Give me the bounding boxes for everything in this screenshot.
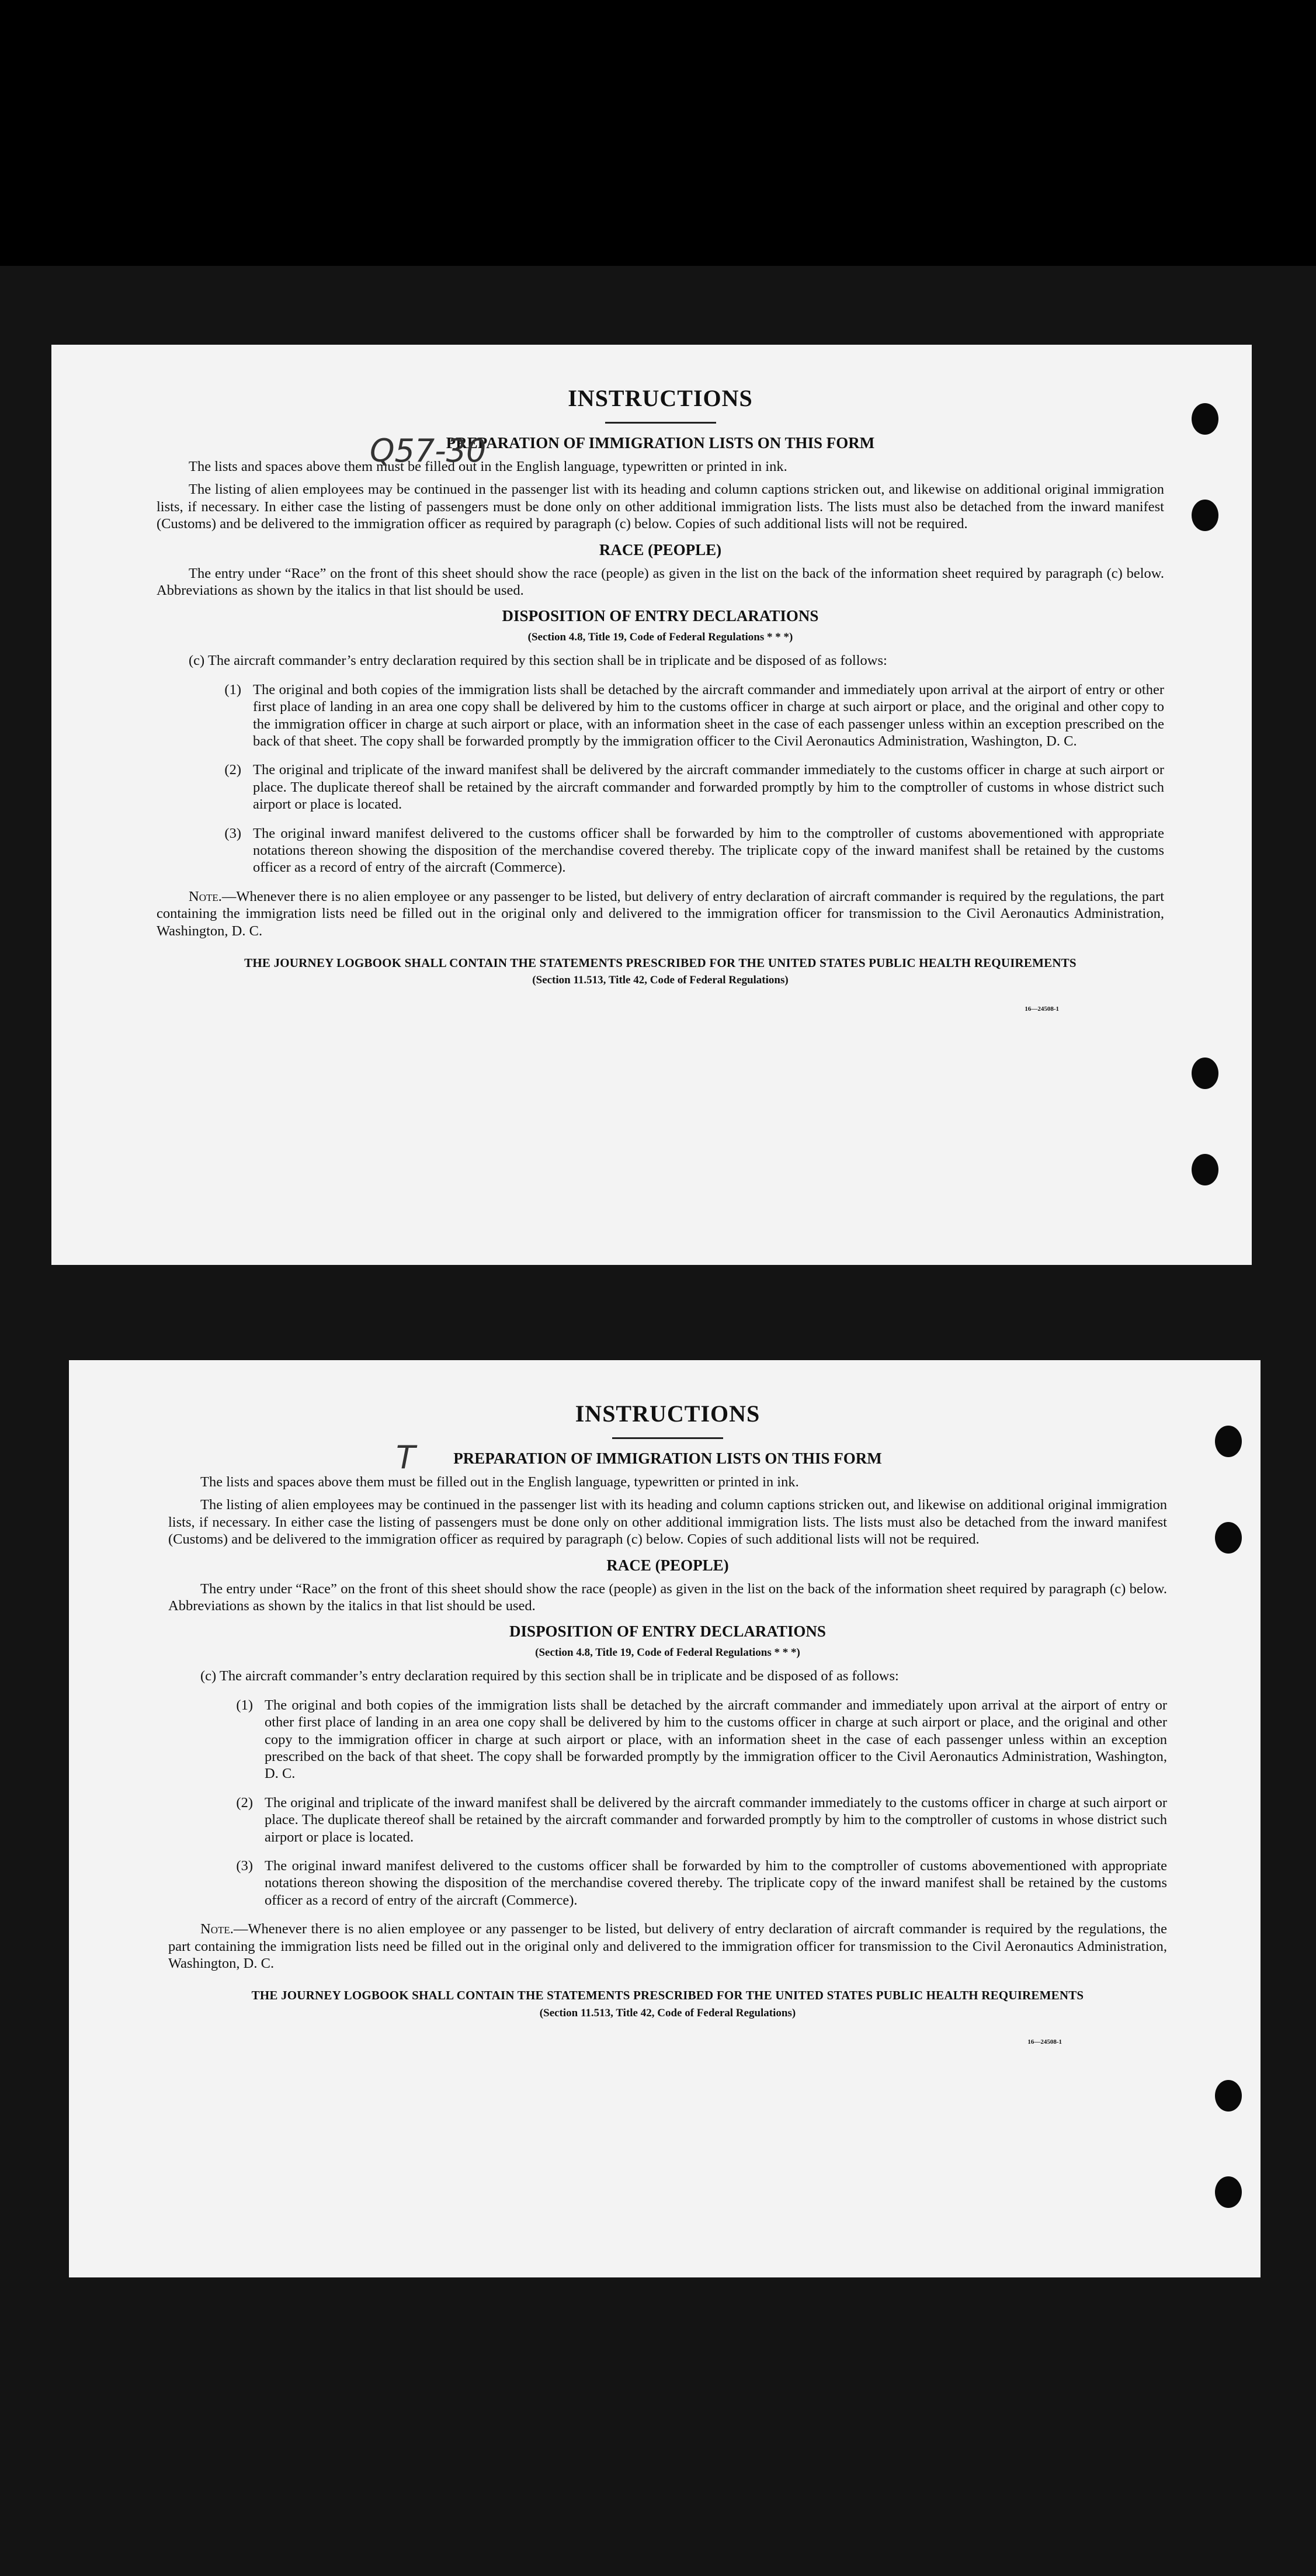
item-text: The original and triplicate of the inward manifest shall be delivered by the aircraft commander immediately to the customs officer in charge at such airport or place. The duplicate thereof shall be retained by the aircraft commander and forwarded promptly by him to the comptroller of customs in whose district such airport or place is located. <box>253 762 1164 813</box>
paragraph-lists: The lists and spaces above them must be filled out in the English language, typewritten or printed in ink. <box>200 1474 799 1490</box>
section-citation: (Section 4.8, Title 19, Code of Federal Regulations * * *) <box>527 631 793 644</box>
punch-hole <box>1192 1154 1218 1185</box>
item-number: (1) <box>224 681 241 698</box>
item-number: (3) <box>236 1858 253 1874</box>
section-heading-disposition: DISPOSITION OF ENTRY DECLARATIONS <box>502 607 819 625</box>
handwritten-note: Q57-30 <box>370 432 487 469</box>
punch-hole <box>1215 1522 1242 1554</box>
footer-citation: (Section 11.513, Title 42, Code of Federal Regulations) <box>539 2006 796 2019</box>
item-text: The original inward manifest delivered to the customs officer shall be forwarded by him to the comptroller of customs abovementioned with appropriate notations thereon showing the disposition of the merchandise covered thereby. The triplicate copy of the inward manifest shall be retained by the customs officer as a record of entry of the aircraft (Commerce). <box>253 825 1164 876</box>
paragraph-listing: The listing of alien employees may be continued in the passenger list with its heading and column captions stricken out, and likewise on additional original immigration lists, if necessary. In either case the listing of passengers must be done only on other additional immigration lists. The lists must also be detached from the inward manifest (Customs) and be delivered to the immigration officer as required by paragraph (c) below. Copies of such additional lists will not be required. <box>157 481 1164 532</box>
note-label: Note. <box>189 888 222 904</box>
list-item <box>189 825 1164 876</box>
item-number: (3) <box>224 825 241 841</box>
instruction-sheet-1 <box>51 345 1252 1265</box>
paragraph-c: (c) The aircraft commander’s entry declaration required by this section shall be in triplicate and be disposed of as follows: <box>200 1668 899 1684</box>
section-heading-race: RACE (PEOPLE) <box>599 540 722 559</box>
punch-hole <box>1192 1058 1218 1089</box>
section-heading-preparation: PREPARATION OF IMMIGRATION LISTS ON THIS FORM <box>453 1450 882 1467</box>
list-item <box>189 681 1164 750</box>
item-number: (2) <box>224 762 241 778</box>
section-heading-race: RACE (PEOPLE) <box>606 1556 729 1574</box>
instruction-sheet-2 <box>69 1360 1261 2277</box>
section-heading-preparation: PREPARATION OF IMMIGRATION LISTS ON THIS FORM <box>446 434 875 452</box>
handwritten-note: T <box>396 1439 415 1476</box>
title-rule <box>605 422 716 424</box>
paragraph-lists: The lists and spaces above them must be filled out in the English language, typewritten or printed in ink. <box>189 459 787 475</box>
paragraph-race: The entry under “Race” on the front of this sheet should show the race (people) as given in the list on the back of the information sheet required by paragraph (c) below. Abbreviations as shown by the italics in that list should be used. <box>157 565 1164 599</box>
item-text: The original and triplicate of the inward manifest shall be delivered by the aircraft commander immediately to the customs officer in charge at such airport or place. The duplicate thereof shall be retained by the aircraft commander and forwarded promptly by him to the comptroller of customs in whose district such airport or place is located. <box>265 1794 1167 1845</box>
list-item <box>189 761 1164 813</box>
note-text: —Whenever there is no alien employee or any passenger to be listed, but delivery of entry declaration of aircraft commander is required by the regulations, the part containing the immigration lists need be filled out in the original only and delivered to the immigration officer for transmission to the Civil Aeronautics Administration, Washington, D. C. <box>157 888 1164 939</box>
list-item <box>200 1697 1167 1783</box>
note-label: Note. <box>200 1921 234 1937</box>
title-rule <box>612 1437 723 1439</box>
punch-hole <box>1192 403 1218 435</box>
footer-citation: (Section 11.513, Title 42, Code of Federal Regulations) <box>532 974 789 987</box>
scanner-top-band <box>0 0 1316 266</box>
paragraph-listing: The listing of alien employees may be continued in the passenger list with its heading and column captions stricken out, and likewise on additional original immigration lists, if necessary. In either case the listing of passengers must be done only on other additional immigration lists. The lists must also be detached from the inward manifest (Customs) and be delivered to the immigration officer as required by paragraph (c) below. Copies of such additional lists will not be required. <box>168 1497 1167 1548</box>
list-item <box>200 1857 1167 1909</box>
punch-hole <box>1215 2176 1242 2208</box>
paragraph-race: The entry under “Race” on the front of this sheet should show the race (people) as given in the list on the back of the information sheet required by paragraph (c) below. Abbreviations as shown by the italics in that list should be used. <box>168 1580 1167 1614</box>
note-paragraph <box>168 1920 1167 1972</box>
item-text: The original inward manifest delivered to the customs officer shall be forwarded by him to the comptroller of customs abovementioned with appropriate notations thereon showing the disposition of the merchandise covered thereby. The triplicate copy of the inward manifest shall be retained by the customs officer as a record of entry of the aircraft (Commerce). <box>265 1858 1167 1908</box>
item-text: The original and both copies of the immigration lists shall be detached by the aircraft commander and immediately upon arrival at the airport of entry or other first place of landing in an area one copy shall be delivered by him to the customs officer in charge at such airport or place, and the original and other copy to the immigration officer in charge at such airport or place, with an information sheet in the case of each passenger unless within an exception prescribed on the back of that sheet. The copy shall be forwarded promptly by the immigration officer to the Civil Aeronautics Administration, Washington, D. C. <box>265 1697 1167 1782</box>
item-text: The original and both copies of the immigration lists shall be detached by the aircraft commander and immediately upon arrival at the airport of entry or other first place of landing in an area one copy shall be delivered by him to the customs officer in charge at such airport or place, and the original and other copy to the immigration officer in charge at such airport or place, with an information sheet in the case of each passenger unless within an exception prescribed on the back of that sheet. The copy shall be forwarded promptly by the immigration officer to the Civil Aeronautics Administration, Washington, D. C. <box>253 681 1164 750</box>
punch-hole <box>1215 1426 1242 1457</box>
form-number: 16—24508-1 <box>1027 2038 1062 2045</box>
item-number: (1) <box>236 1697 253 1713</box>
sheet-title: INSTRUCTIONS <box>575 1400 761 1427</box>
note-text: —Whenever there is no alien employee or any passenger to be listed, but delivery of entry declaration of aircraft commander is required by the regulations, the part containing the immigration lists need be filled out in the original only and delivered to the immigration officer for transmission to the Civil Aeronautics Administration, Washington, D. C. <box>168 1921 1167 1971</box>
section-citation: (Section 4.8, Title 19, Code of Federal Regulations * * *) <box>535 1646 800 1659</box>
footer-requirements: THE JOURNEY LOGBOOK SHALL CONTAIN THE STATEMENTS PRESCRIBED FOR THE UNITED STATES PUBLIC HEALTH REQUIREMENTS <box>244 955 1077 970</box>
punch-hole <box>1192 500 1218 531</box>
item-number: (2) <box>236 1794 253 1811</box>
list-item <box>200 1794 1167 1846</box>
punch-hole <box>1215 2080 1242 2112</box>
form-number: 16—24508-1 <box>1025 1006 1059 1013</box>
footer-requirements: THE JOURNEY LOGBOOK SHALL CONTAIN THE STATEMENTS PRESCRIBED FOR THE UNITED STATES PUBLIC HEALTH REQUIREMENTS <box>251 1988 1084 2003</box>
sheet-title: INSTRUCTIONS <box>568 385 753 411</box>
paragraph-c: (c) The aircraft commander’s entry declaration required by this section shall be in triplicate and be disposed of as follows: <box>189 653 887 669</box>
note-paragraph <box>157 888 1164 939</box>
section-heading-disposition: DISPOSITION OF ENTRY DECLARATIONS <box>509 1622 826 1641</box>
